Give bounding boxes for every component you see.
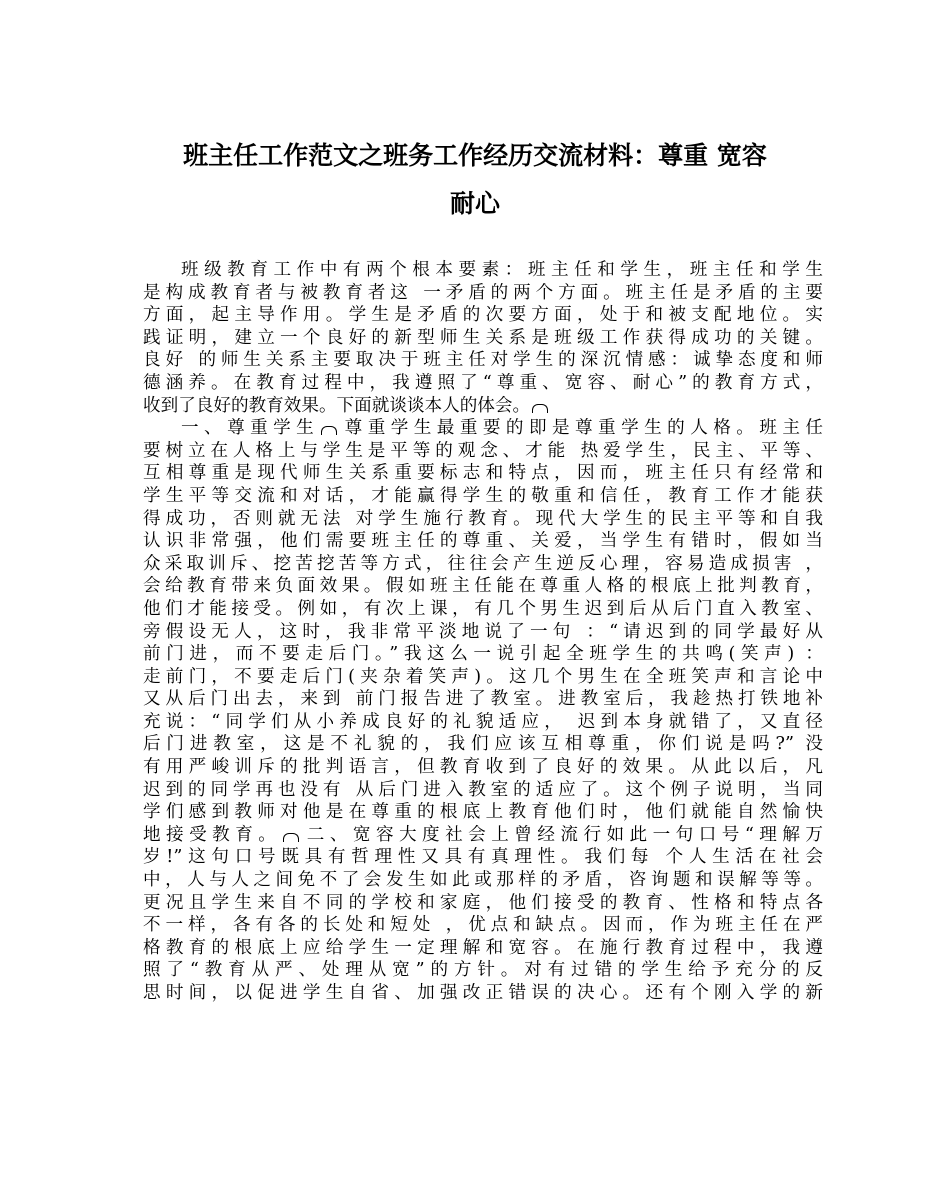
title-line-2: 耐心 xyxy=(449,189,500,218)
body-line: 照了“教育从严、处理从宽”的方针。对有过错的学生给予充分的反 xyxy=(143,960,823,981)
body-line: 中，人与人之间免不了会发生如此或那样的矛盾，咨询题和误解等等。 xyxy=(143,870,823,891)
paragraph-mark-icon xyxy=(321,426,337,435)
body-line: 地接受教育。 二、宽容大度社会上曾经流行如此一句口号“理解万 xyxy=(143,824,823,845)
section-heading-respect: 一、尊重学生 xyxy=(181,418,320,439)
body-line: 有用严峻训斥的批判语言，但教育收到了良好的效果。从此以后，凡 xyxy=(143,757,823,778)
body-line: 更况且学生来自不同的学校和家庭，他们接受的教育、性格和特点各 xyxy=(143,892,823,913)
document-title xyxy=(140,132,810,228)
body-line: 思时间，以促进学生自省、加强改正错误的决心。还有个刚入学的新 xyxy=(143,983,823,1003)
body-line: 得成功，否则就无法 对学生施行教育。现代大学生的民主平等和自我 xyxy=(143,508,823,529)
body-line: 众采取训斥、挖苦挖苦等方式，往往会产生逆反心理，容易造成损害 ， xyxy=(143,553,823,574)
document-body xyxy=(143,259,823,1005)
body-line: 要树立在人格上与学生是平等的观念、才能 热爱学生，民主、平等、 xyxy=(143,440,823,461)
body-line: 方面，起主导作用。学生是矛盾的次要方面，处于和被支配地位。实 xyxy=(143,305,823,326)
body-line: 走前门，不要走后门(夹杂着笑声)。这几个男生在全班笑声和言论中 xyxy=(143,666,823,687)
body-line: 前门进，而不要走后门。”我这么一说引起全班学生的共鸣(笑声) ： xyxy=(143,644,823,665)
body-line: 互相尊重是现代师生关系重要标志和特点，因而，班主任只有经常和 xyxy=(143,463,823,484)
body-line: 不一样，各有各的长处和短处 ，优点和缺点。因而，作为班主任在严 xyxy=(143,915,823,936)
body-line: 德涵养。在教育过程中，我遵照了“尊重、宽容、耐心”的教育方式， xyxy=(143,372,823,393)
body-line: 是构成教育者与被教育者这 一矛盾的两个方面。班主任是矛盾的主要 xyxy=(143,282,823,303)
body-line: 班级教育工作中有两个根本要素：班主任和学生，班主任和学生 xyxy=(181,260,823,280)
body-line: 认识非常强，他们需要班主任的尊重、关爱，当学生有错时，假如当 xyxy=(143,531,823,552)
body-line: 践证明，建立一个良好的新型师生关系是班级工作获得成功的关键。 xyxy=(143,327,823,348)
body-line: 岁!”这句口号既具有哲理性又具有真理性。我们每 个人生活在社会 xyxy=(143,847,823,868)
section-heading-tolerance: 二、宽容大度社会上曾经流行如此一句口号“理解万 xyxy=(301,824,823,845)
body-line: 格教育的根底上应给学生一定理解和宽容。在施行教育过程中，我遵 xyxy=(143,937,823,958)
paragraph-mark-icon xyxy=(532,404,548,413)
body-line: 学们感到教师对他是在尊重的根底上教育他们时，他们就能自然愉快 xyxy=(143,802,823,823)
body-line: 旁假设无人，这时，我非常平淡地说了一句 ：“请迟到的同学最好从 xyxy=(143,621,823,642)
body-line: 后门进教室，这是不礼貌的，我们应该互相尊重，你们说是吗?” 没 xyxy=(143,734,823,755)
body-line: 一、尊重学生 尊重学生最重要的即是尊重学生的人格。班主任 xyxy=(181,418,823,439)
body-line: 迟到的同学再也没有 从后门进入教室的适应了。这个例子说明，当同 xyxy=(143,779,823,800)
body-line: 会给教育带来负面效果。假如班主任能在尊重人格的根底上批判教育， xyxy=(143,576,823,597)
body-line: 良好 的师生关系主要取决于班主任对学生的深沉情感：诚挚态度和师 xyxy=(143,350,823,371)
paragraph-mark-icon xyxy=(283,833,299,842)
body-line: 他们才能接受。例如，有次上课，有几个男生迟到后从后门直入教室、 xyxy=(143,598,823,619)
body-line: 充说：“同学们从小养成良好的礼貌适应， 迟到本身就错了，又直径 xyxy=(143,711,823,732)
body-line: 学生平等交流和对话，才能赢得学生的敬重和信任，教育工作才能获 xyxy=(143,485,823,506)
body-line: 收到了良好的教育效果。下面就谈谈本人的体会。 xyxy=(143,395,823,418)
title-line-1: 班主任工作范文之班务工作经历交流材料：尊重 宽容 xyxy=(183,141,767,170)
body-line: 又从后门出去，来到 前门报告进了教室。进教室后，我趁热打铁地补 xyxy=(143,689,823,710)
